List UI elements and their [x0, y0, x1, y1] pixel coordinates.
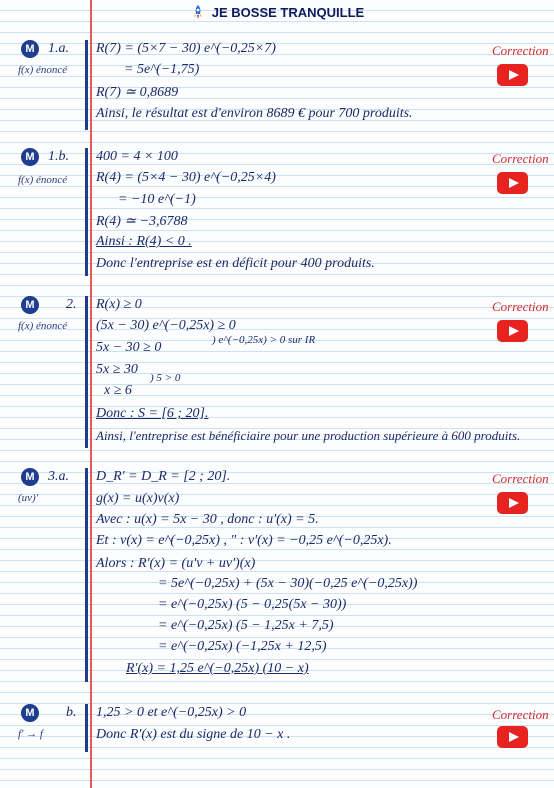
- m-badge-icon: M: [21, 468, 39, 486]
- youtube-play-icon[interactable]: [497, 492, 528, 514]
- math-line: = 5e^(−0,25x) + (5x − 30)(−0,25 e^(−0,25x)): [158, 576, 418, 591]
- rocket-icon: [190, 4, 206, 20]
- solution-line: Donc : S = [6 ; 20].: [96, 406, 209, 421]
- math-line: R(4) ≃ −3,6788: [96, 214, 188, 229]
- math-line: 400 = 4 × 100: [96, 149, 178, 164]
- correction-link[interactable]: Correction: [492, 299, 549, 314]
- m-badge-icon: M: [21, 704, 39, 722]
- brand: [190, 4, 364, 20]
- question-number: 3.a.: [48, 469, 69, 484]
- youtube-play-icon[interactable]: [497, 320, 528, 342]
- math-line: (5x − 30) e^(−0,25x) ≥ 0: [96, 318, 236, 333]
- math-line: = −10 e^(−1): [118, 192, 196, 207]
- margin-line: [90, 0, 92, 788]
- conclusion-line: Donc R'(x) est du signe de 10 − x .: [96, 727, 291, 742]
- math-line: = 5e^(−1,75): [124, 62, 200, 77]
- conclusion-line: Ainsi, le résultat est d'environ 8689 € pour 700 produits.: [96, 106, 413, 121]
- result-line: R'(x) = 1,25 e^(−0,25x) (10 − x): [126, 661, 309, 676]
- question-number: 1.a.: [48, 41, 69, 56]
- math-line: R(7) ≃ 0,8689: [96, 85, 179, 100]
- math-line: Ainsi : R(4) < 0 .: [96, 234, 192, 249]
- section-bar: [85, 296, 88, 448]
- aside-note: ) e^(−0,25x) > 0 sur IR: [212, 334, 316, 346]
- math-line: x ≥ 6: [104, 383, 132, 398]
- math-line: = e^(−0,25x) (−1,25x + 12,5): [158, 639, 327, 654]
- header: [0, 4, 554, 24]
- math-line: R(7) = (5×7 − 30) e^(−0,25×7): [96, 41, 276, 56]
- side-note: f(x) énoncé: [18, 64, 68, 76]
- section-bar: [85, 40, 88, 130]
- side-note: f(x) énoncé: [18, 174, 68, 186]
- conclusion-line: Donc l'entreprise est en déficit pour 400 produits.: [96, 256, 375, 271]
- side-note: f' → f: [18, 728, 43, 740]
- question-number: 1.b.: [48, 149, 69, 164]
- math-line: Alors : R'(x) = (u'v + uv')(x): [96, 556, 256, 571]
- correction-link[interactable]: Correction: [492, 707, 549, 722]
- correction-link[interactable]: Correction: [492, 151, 549, 166]
- math-line: Avec : u(x) = 5x − 30 , donc : u'(x) = 5.: [96, 512, 319, 527]
- question-number: b.: [66, 705, 77, 720]
- math-line: 5x ≥ 30: [96, 362, 138, 377]
- conclusion-line: Ainsi, l'entreprise est bénéficiaire pour une production supérieure à 600 produits.: [96, 428, 521, 443]
- math-line: g(x) = u(x)v(x): [96, 491, 180, 506]
- math-line: R(4) = (5×4 − 30) e^(−0,25×4): [96, 170, 276, 185]
- math-line: 1,25 > 0 et e^(−0,25x) > 0: [96, 705, 247, 720]
- math-line: R(x) ≥ 0: [96, 297, 142, 312]
- section-bar: [85, 148, 88, 276]
- correction-link[interactable]: Correction: [492, 43, 549, 58]
- section-bar: [85, 468, 88, 682]
- side-note: (uv)': [18, 492, 39, 504]
- youtube-play-icon[interactable]: [497, 172, 528, 194]
- youtube-play-icon[interactable]: [497, 726, 528, 748]
- math-line: = e^(−0,25x) (5 − 1,25x + 7,5): [158, 618, 334, 633]
- math-line: 5x − 30 ≥ 0: [96, 340, 162, 355]
- m-badge-icon: M: [21, 148, 39, 166]
- youtube-play-icon[interactable]: [497, 64, 528, 86]
- side-note: f(x) énoncé: [18, 320, 68, 332]
- brand-title: JE BOSSE TRANQUILLE: [211, 4, 365, 20]
- math-line: D_R' = D_R = [2 ; 20].: [96, 469, 231, 484]
- math-line: Et : v(x) = e^(−0,25x) , " : v'(x) = −0,25 e^(−0,25x).: [96, 533, 392, 548]
- section-bar: [85, 704, 88, 752]
- aside-note: ) 5 > 0: [150, 372, 181, 384]
- correction-link[interactable]: Correction: [492, 471, 549, 486]
- m-badge-icon: M: [21, 296, 39, 314]
- math-line: = e^(−0,25x) (5 − 0,25(5x − 30)): [158, 597, 347, 612]
- question-number: 2.: [66, 297, 77, 312]
- m-badge-icon: M: [21, 40, 39, 58]
